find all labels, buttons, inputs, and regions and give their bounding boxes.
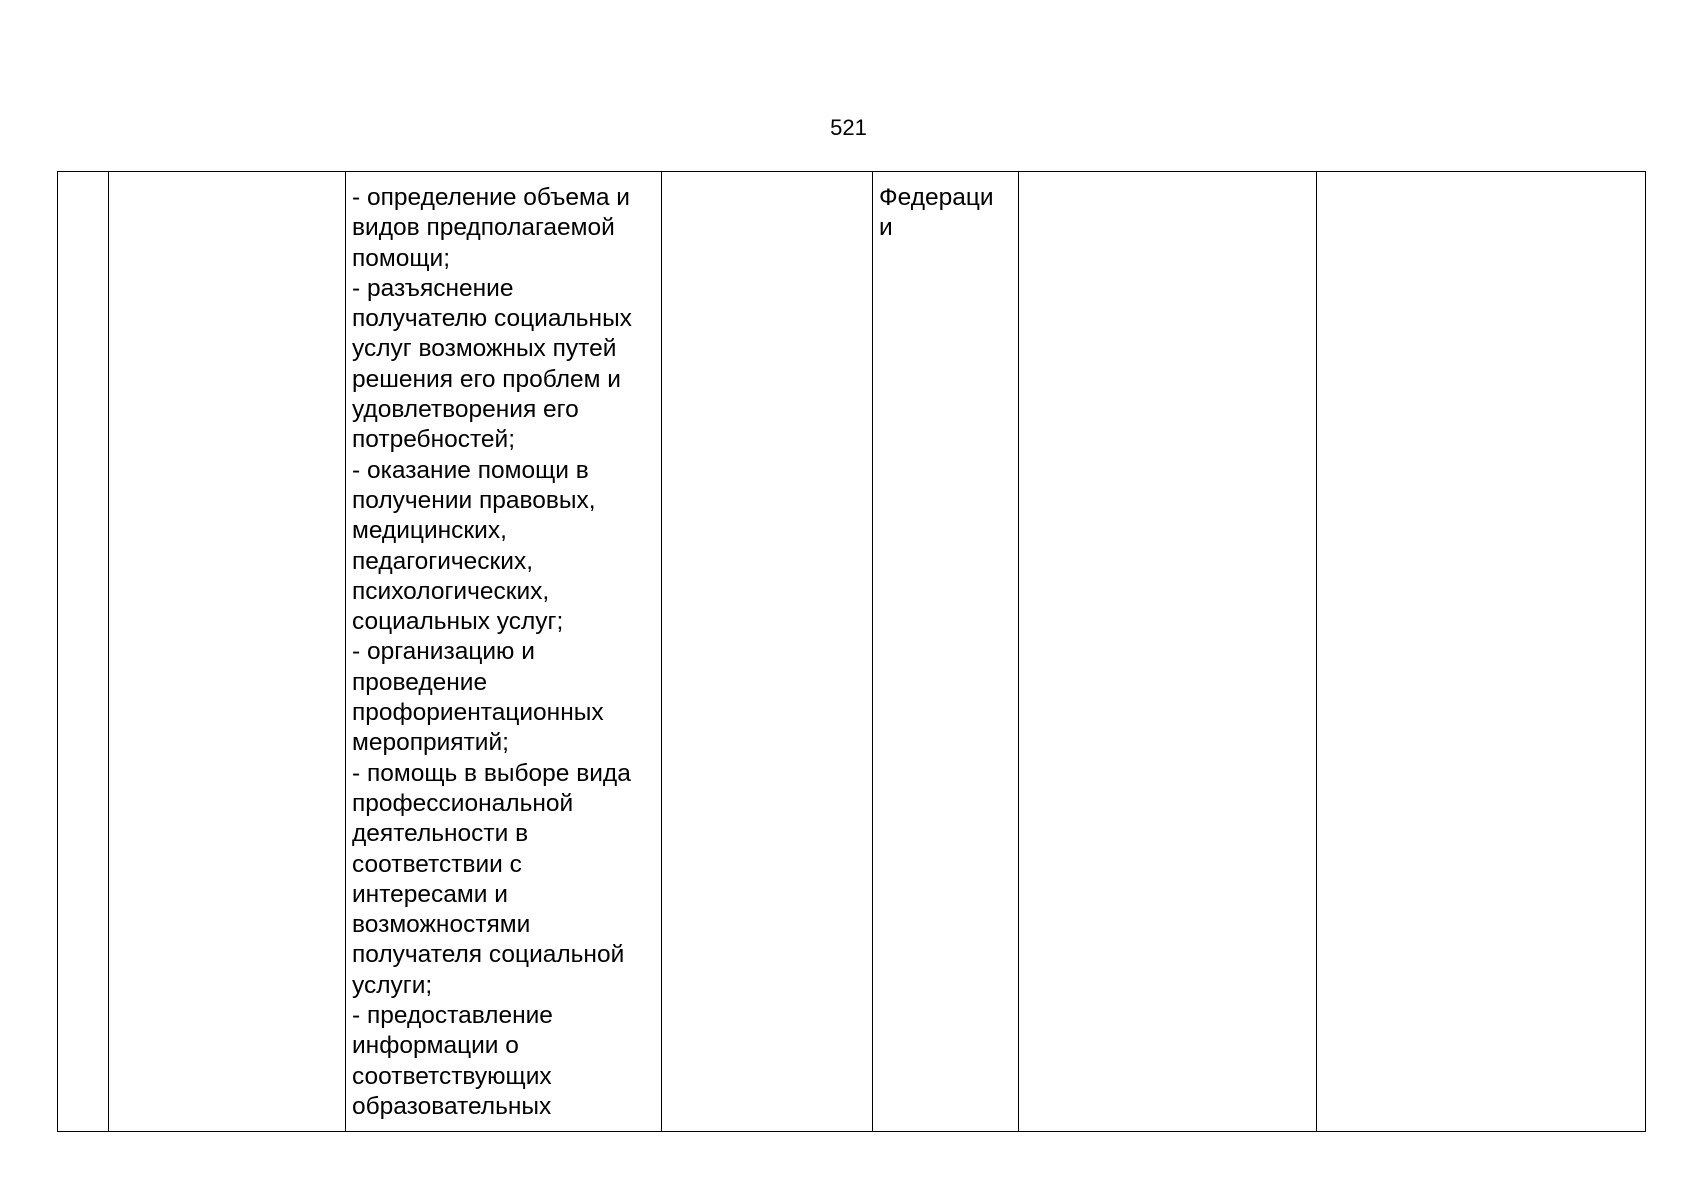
cell-column-7 [1317,172,1646,1132]
services-table [57,171,1646,1132]
cell-column-6 [1019,172,1317,1132]
cell-column-5 [873,172,1019,1132]
cell-column-4 [662,172,873,1132]
cell-service-description-text: - определение объема и видов предполагаемой помощи; - разъяснение получателю социальных услуг возможных путей решения его проблем и удовлетворения его потребностей; - оказание помощи в получении правовых, медицинских, педагогических, психологических, социальных услуг; - организацию и проведение профориентационных мероприятий; - помощь в выборе вида профессиональной деятельности в соответствии с интересами и возможностями получателя социальной услуги; - предоставление информации о соответствующих образовательных [352,184,632,1120]
cell-service-description [346,172,662,1132]
table-row [58,172,1646,1132]
cell-service-name [109,172,346,1132]
cell-number [58,172,109,1132]
page-number: 521 [830,115,867,140]
cell-column-5-text: Федераци и [879,184,994,242]
